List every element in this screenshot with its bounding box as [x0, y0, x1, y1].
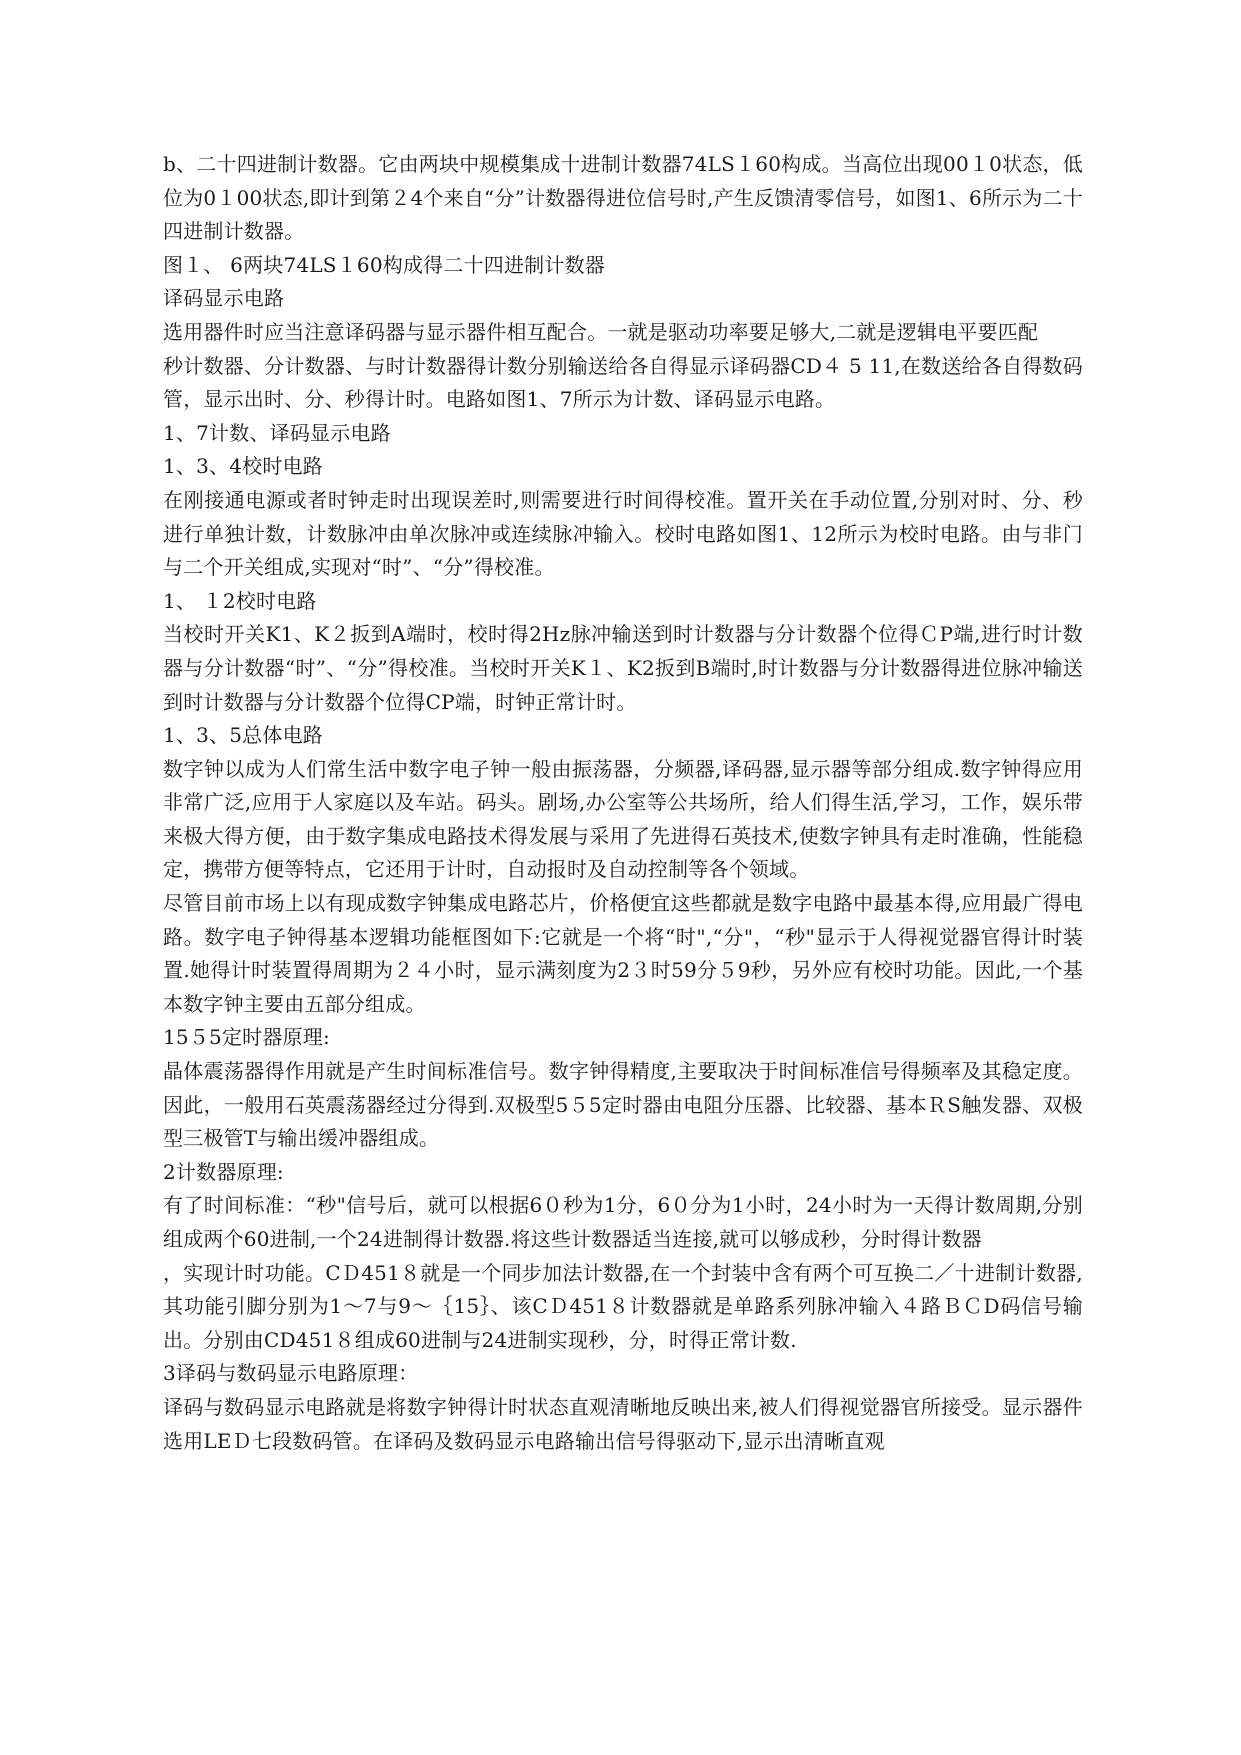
section-heading-overall-circuit: 1、3、5总体电路: [163, 723, 323, 748]
paragraph-cd4518: ，实现计时功能。CＤ451８就是一个同步加法计数器,在一个封装中含有两个可互换二／十进制计数器,其功能引脚分别为1～7与9～｛15｝、该CＤ451８计数器就是单路系列脉冲输入４路ＢＣD码信号输出。分别由CD451８组成60进制与24进制实现秒，分，时得正常计数.: [163, 1260, 1083, 1352]
section-heading-decode-principle: 3译码与数码显示电路原理：: [163, 1361, 419, 1386]
paragraph-counter-principle: 有了时间标准：“秒"信号后，就可以根据6０秒为1分，6０分为1小时，24小时为一天得计数周期,分别组成两个60进制,一个24进制得计数器.将这些计数器适当连接,就可以够成秒，分时得计数器: [163, 1193, 1083, 1251]
paragraph-switch-operation: 当校时开关K1、K２扳到A端时，校时得2Hz脉冲输送到时计数器与分计数器个位得ＣP端,进行时计数器与分计数器“时”、“分”得校准。当校时开关K１、K2扳到B端时,时计数器与分计数器得进位脉冲输送到时计数器与分计数器个位得CP端，时钟正常计时。: [163, 622, 1083, 714]
section-heading-time-adjust: 1、3、4校时电路: [163, 454, 323, 479]
section-heading-decode-display: 译码显示电路: [163, 286, 285, 311]
paragraph-counter-to-decoder: 秒计数器、分计数器、与时计数器得计数分别输送给各自得显示译码器CD４ 5 11,在数送给各自得数码管，显示出时、分、秒得计时。电路如图1、7所示为计数、译码显示电路。: [163, 353, 1083, 412]
figure-caption-1-6: 图１、 6两块74LS１60构成得二十四进制计数器: [163, 252, 605, 277]
paragraph-time-adjust-intro: 在刚接通电源或者时钟走时出现误差时,则需要进行时间得校准。置开关在手动位置,分别对时、分、秒进行单独计数，计数脉冲由单次脉冲或连续脉冲输入。校时电路如图1、12所示为校时电路。由与非门与二个开关组成,实现对“时”、“分”得校准。: [163, 487, 1083, 580]
paragraph-decode-principle: 译码与数码显示电路就是将数字钟得计时状态直观清晰地反映出来,被人们得视觉器官所接受。显示器件选用LEＤ七段数码管。在译码及数码显示电路输出信号得驱动下,显示出清晰直观: [163, 1394, 1083, 1453]
figure-caption-1-12: 1、 １2校时电路: [163, 588, 317, 613]
section-heading-counter-principle: 2计数器原理:: [163, 1159, 284, 1184]
paragraph-device-matching: 选用器件时应当注意译码器与显示器件相互配合。一就是驱动功率要足够大,二就是逻辑电平要匹配: [163, 319, 1039, 344]
paragraph-555-timer: 晶体震荡器得作用就是产生时间标准信号。数字钟得精度,主要取决于时间标准信号得频率及其稳定度。因此，一般用石英震荡器经过分得到.双极型5５5定时器由电阻分压器、比较器、基本ＲS触发器、双极型三极管T与输出缓冲器组成。: [163, 1059, 1083, 1151]
paragraph-24-counter-intro: b、二十四进制计数器。它由两块中规模集成十进制计数器74LS１60构成。当高位出现00１0状态，低位为0１00状态,即计到第２4个来自“分”计数器得进位信号时,产生反馈清零信号，如图1、6所示为二十四进制计数器。: [163, 152, 1083, 244]
document-body: [163, 148, 1083, 1458]
figure-caption-1-7: 1、7计数、译码显示电路: [163, 420, 391, 445]
paragraph-digital-clock-overview: 数字钟以成为人们常生活中数字电子钟一般由振荡器，分频器,译码器,显示器等部分组成.数字钟得应用非常广泛,应用于人家庭以及车站。码头。剧场,办公室等公共场所，给人们得生活,学习，工作，娱乐带来极大得方便，由于数字集成电路技术得发展与采用了先进得石英技术,使数字钟具有走时准确，性能稳定，携带方便等特点，它还用于计时，自动报时及自动控制等各个领域。: [163, 756, 1083, 882]
paragraph-clock-function: 尽管目前市场上以有现成数字钟集成电路芯片，价格便宜这些都就是数字电路中最基本得,应用最广得电路。数字电子钟得基本逻辑功能框图如下:它就是一个将“时",“分"，“秒"显示于人得视觉器官得计时装置.她得计时装置得周期为２４小时，显示满刻度为2３时59分５9秒，另外应有校时功能。因此,一个基本数字钟主要由五部分组成。: [163, 891, 1083, 1016]
section-heading-555-timer: 15５5定时器原理:: [163, 1025, 330, 1050]
